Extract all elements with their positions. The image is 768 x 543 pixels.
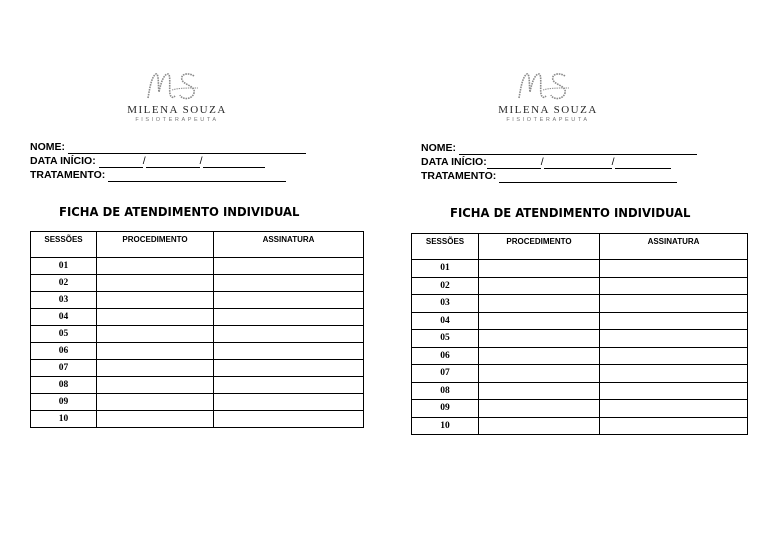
header-assinatura: ASSINATURA: [600, 234, 748, 260]
table-row: [31, 309, 364, 326]
table-row: [31, 326, 364, 343]
session-number: 03: [412, 295, 479, 313]
assinatura-cell[interactable]: [600, 365, 748, 383]
data-inicio-field[interactable]: [421, 155, 697, 169]
assinatura-cell[interactable]: [214, 258, 364, 275]
assinatura-cell[interactable]: [214, 377, 364, 394]
assinatura-cell[interactable]: [600, 330, 748, 348]
procedimento-cell[interactable]: [479, 347, 600, 365]
nome-field[interactable]: [30, 140, 306, 154]
table-row: [31, 377, 364, 394]
tratamento-line[interactable]: [499, 172, 677, 183]
tratamento-field[interactable]: [421, 169, 697, 183]
session-number: 06: [412, 347, 479, 365]
date-separator: /: [540, 156, 544, 168]
patient-fields: [421, 141, 697, 183]
date-separator: /: [199, 155, 203, 167]
procedimento-cell[interactable]: [479, 400, 600, 418]
table-row: [412, 347, 748, 365]
table-row: [412, 382, 748, 400]
procedimento-cell[interactable]: [479, 260, 600, 278]
brand-subtitle: FISIOTERAPEUTA: [506, 117, 590, 123]
procedimento-cell[interactable]: [97, 411, 214, 428]
nome-label: NOME:: [421, 142, 456, 154]
tratamento-field[interactable]: [30, 168, 306, 182]
table-row: [31, 411, 364, 428]
procedimento-cell[interactable]: [97, 292, 214, 309]
table-row: [412, 295, 748, 313]
assinatura-cell[interactable]: [214, 411, 364, 428]
table-row: [412, 277, 748, 295]
nome-field[interactable]: [421, 141, 697, 155]
procedimento-cell[interactable]: [479, 312, 600, 330]
assinatura-cell[interactable]: [600, 260, 748, 278]
nome-line[interactable]: [459, 144, 697, 155]
procedimento-cell[interactable]: [479, 330, 600, 348]
assinatura-cell[interactable]: [214, 275, 364, 292]
monogram-icon: [513, 68, 583, 104]
assinatura-cell[interactable]: [214, 326, 364, 343]
nome-line[interactable]: [68, 143, 306, 154]
assinatura-cell[interactable]: [600, 347, 748, 365]
assinatura-cell[interactable]: [600, 277, 748, 295]
assinatura-cell[interactable]: [600, 400, 748, 418]
assinatura-cell[interactable]: [600, 382, 748, 400]
month-line[interactable]: [544, 158, 612, 169]
procedimento-cell[interactable]: [97, 258, 214, 275]
data-inicio-label: DATA INÍCIO:: [30, 155, 96, 167]
tratamento-line[interactable]: [108, 171, 286, 182]
session-number: 02: [31, 275, 97, 292]
patient-fields: [30, 140, 306, 182]
procedimento-cell[interactable]: [97, 377, 214, 394]
sessions-table: [411, 233, 748, 435]
assinatura-cell[interactable]: [600, 295, 748, 313]
data-inicio-label: DATA INÍCIO:: [421, 156, 487, 168]
procedimento-cell[interactable]: [97, 326, 214, 343]
session-number: 04: [31, 309, 97, 326]
assinatura-cell[interactable]: [214, 394, 364, 411]
session-number: 03: [31, 292, 97, 309]
year-line[interactable]: [203, 157, 265, 168]
procedimento-cell[interactable]: [479, 365, 600, 383]
procedimento-cell[interactable]: [479, 382, 600, 400]
header-sessoes: SESSÕES: [412, 234, 479, 260]
month-line[interactable]: [146, 157, 200, 168]
data-inicio-field[interactable]: [30, 154, 306, 168]
session-number: 01: [31, 258, 97, 275]
logo: [118, 68, 236, 124]
session-number: 04: [412, 312, 479, 330]
table-row: [412, 417, 748, 435]
sessions-table: [30, 231, 364, 428]
header-assinatura: ASSINATURA: [214, 232, 364, 258]
table-row: [412, 330, 748, 348]
assinatura-cell[interactable]: [214, 360, 364, 377]
brand-name: MILENA SOUZA: [127, 104, 227, 116]
table-row: [412, 260, 748, 278]
procedimento-cell[interactable]: [97, 309, 214, 326]
table-row: [412, 312, 748, 330]
procedimento-cell[interactable]: [97, 343, 214, 360]
brand-subtitle: FISIOTERAPEUTA: [135, 117, 219, 123]
assinatura-cell[interactable]: [214, 309, 364, 326]
logo: [489, 68, 607, 124]
table-row: [31, 343, 364, 360]
session-number: 07: [412, 365, 479, 383]
session-number: 08: [31, 377, 97, 394]
session-number: 08: [412, 382, 479, 400]
table-row: [412, 365, 748, 383]
session-number: 09: [31, 394, 97, 411]
session-number: 10: [412, 417, 479, 435]
procedimento-cell[interactable]: [479, 295, 600, 313]
session-number: 09: [412, 400, 479, 418]
assinatura-cell[interactable]: [214, 343, 364, 360]
brand-name: MILENA SOUZA: [498, 104, 598, 116]
table-row: [31, 292, 364, 309]
ficha-title: FICHA DE ATENDIMENTO INDIVIDUAL: [450, 205, 691, 220]
day-line[interactable]: [99, 157, 143, 168]
procedimento-cell[interactable]: [479, 277, 600, 295]
session-number: 01: [412, 260, 479, 278]
table-header-row: [412, 234, 748, 260]
session-number: 07: [31, 360, 97, 377]
procedimento-cell[interactable]: [97, 360, 214, 377]
table-row: [412, 400, 748, 418]
table-header-row: [31, 232, 364, 258]
session-number: 05: [412, 330, 479, 348]
header-procedimento: PROCEDIMENTO: [479, 234, 600, 260]
session-number: 05: [31, 326, 97, 343]
year-line[interactable]: [615, 158, 671, 169]
procedimento-cell[interactable]: [479, 417, 600, 435]
session-number: 10: [31, 411, 97, 428]
table-row: [31, 394, 364, 411]
assinatura-cell[interactable]: [600, 312, 748, 330]
procedimento-cell[interactable]: [97, 394, 214, 411]
nome-label: NOME:: [30, 141, 65, 153]
assinatura-cell[interactable]: [214, 292, 364, 309]
table-row: [31, 258, 364, 275]
assinatura-cell[interactable]: [600, 417, 748, 435]
day-line[interactable]: [487, 158, 541, 169]
monogram-icon: [142, 68, 212, 104]
header-procedimento: PROCEDIMENTO: [97, 232, 214, 258]
session-number: 02: [412, 277, 479, 295]
date-separator: /: [142, 155, 146, 167]
tratamento-label: TRATAMENTO:: [30, 169, 106, 181]
procedimento-cell[interactable]: [97, 275, 214, 292]
table-row: [31, 360, 364, 377]
header-sessoes: SESSÕES: [31, 232, 97, 258]
tratamento-label: TRATAMENTO:: [421, 170, 497, 182]
session-number: 06: [31, 343, 97, 360]
ficha-title: FICHA DE ATENDIMENTO INDIVIDUAL: [59, 204, 300, 219]
date-separator: /: [611, 156, 615, 168]
table-row: [31, 275, 364, 292]
